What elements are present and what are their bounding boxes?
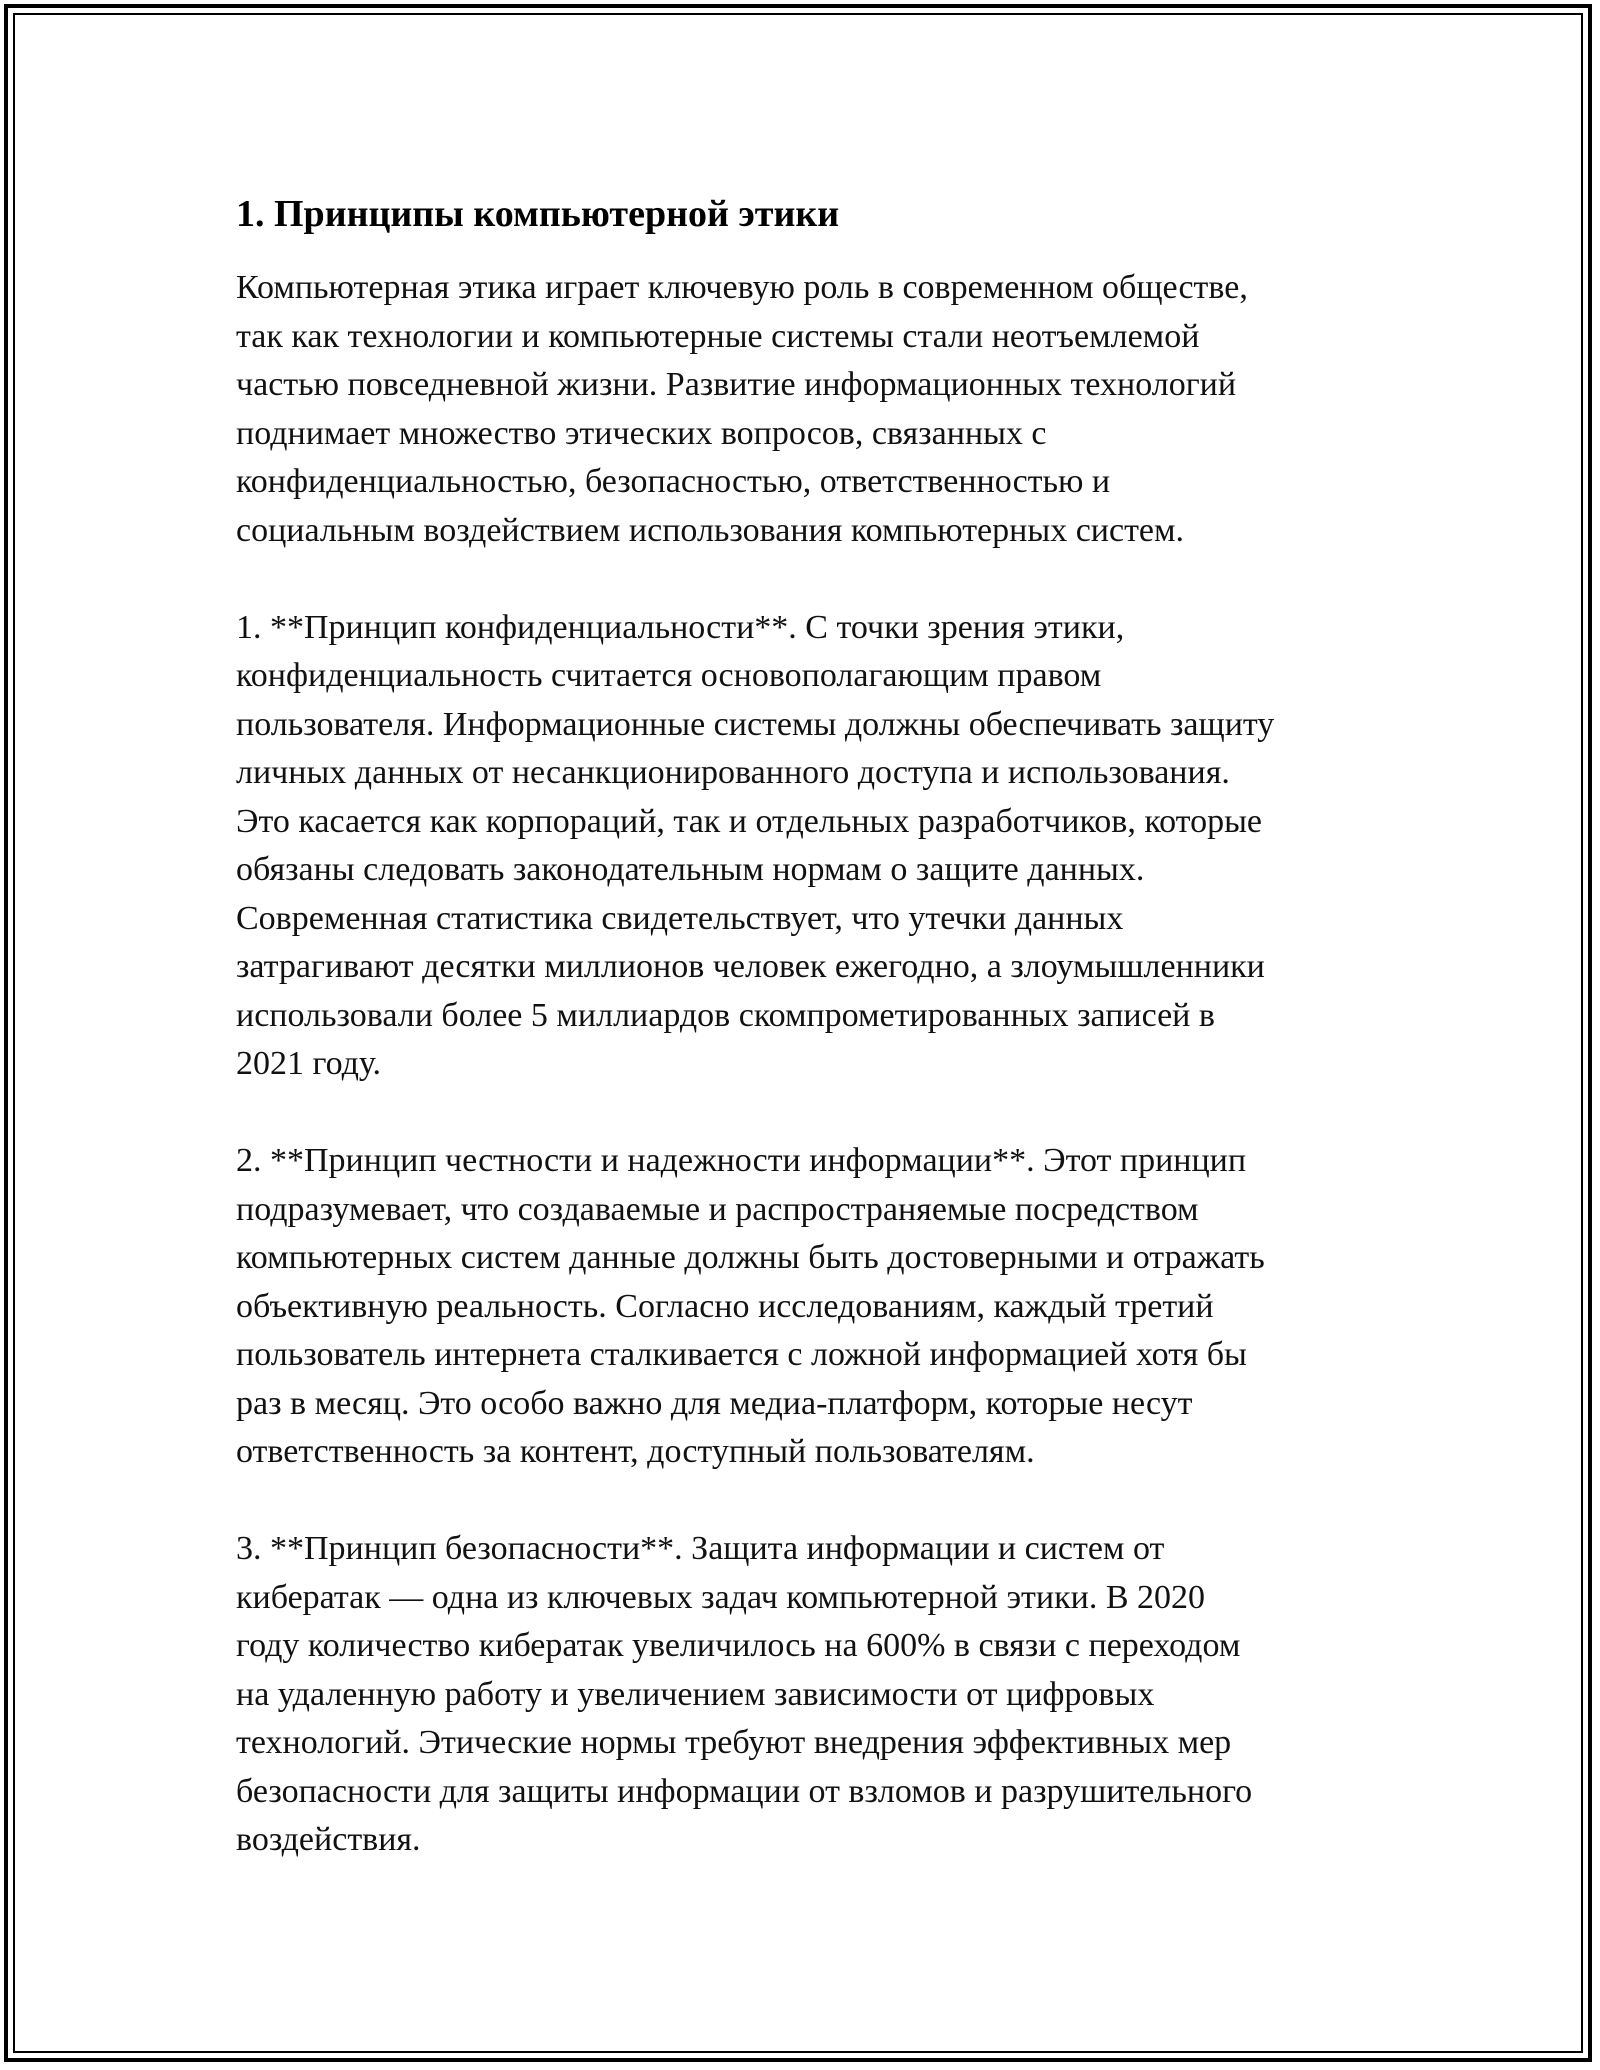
security-paragraph: 3. **Принцип безопасности**. Защита информации и систем от кибератак — одна из ключевых задач компьютерной этики. В 2020 году количество кибератак увеличилось на 600% в связи с переходом на удаленную работу и увеличением зависимости от цифровых технологий. Этические нормы требуют внедрения эффективных мер безопасности для защиты информации от взломов и разрушительного воздействия. bbox=[236, 1530, 1253, 1858]
honesty-paragraph: 2. **Принцип честности и надежности информации**. Этот принцип подразумевает, что создаваемые и распространяемые посредством компьютерных систем данные должны быть достоверными и отражать объективную реальность. Согласно исследованиям, каждый третий пользователь интернета сталкивается с ложной информацией хотя бы раз в месяц. Это особо важно для медиа-платформ, которые несут ответственность за контент, доступный пользователям. bbox=[236, 1142, 1265, 1470]
confidentiality-paragraph: 1. **Принцип конфиденциальности**. С точки зрения этики, конфиденциальность считается основополагающим правом пользователя. Информационные системы должны обеспечивать защиту личных данных от несанкционированного доступа и использования. Это касается как корпораций, так и отдельных разработчиков, которые обязаны следовать законодательным нормам о защите данных. Современная статистика свидетельствует, что утечки данных затрагивают десятки миллионов человек ежегодно, а злоумышленники использовали более 5 миллиардов скомпрометированных записей в 2021 году. bbox=[236, 608, 1275, 1082]
intro-paragraph: Компьютерная этика играет ключевую роль в современном обществе, так как технологии и компьютерные системы стали неотъемлемой частью повседневной жизни. Развитие информационных технологий поднимает множество этических вопросов, связанных с конфиденциальностью, безопасностью, ответственностью и социальным воздействием использования компьютерных систем. bbox=[236, 269, 1248, 549]
document-body bbox=[236, 180, 1376, 1913]
section-heading: 1. Принципы компьютерной этики bbox=[236, 193, 840, 235]
